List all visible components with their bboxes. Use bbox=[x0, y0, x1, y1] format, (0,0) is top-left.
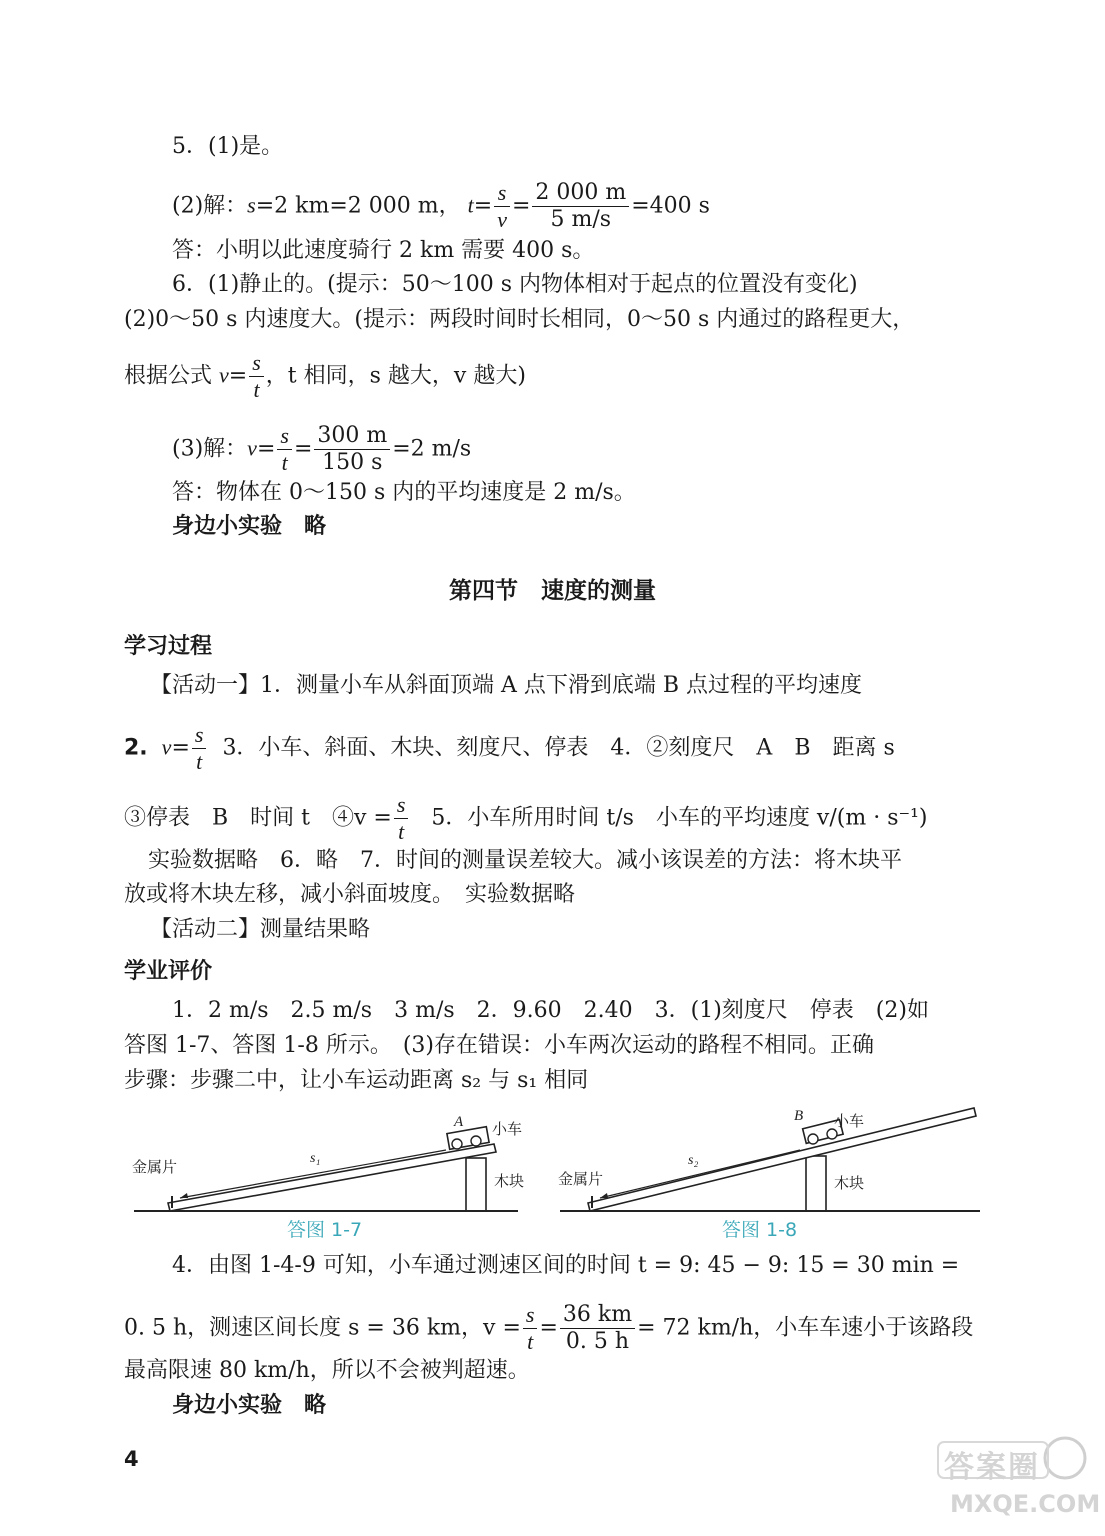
incline-board bbox=[588, 1108, 976, 1211]
figure-1-7-incline bbox=[124, 1100, 524, 1220]
activity-one: 【活动一】1．测量小车从斜面顶端 A 点下滑到底端 B 点过程的平均速度 bbox=[150, 673, 863, 698]
figure-1-8-caption: 答图 1-8 bbox=[722, 1219, 798, 1241]
cart-label: 小车 bbox=[492, 1120, 523, 1138]
evaluation-line2: 答图 1-7、答图 1-8 所示。 (3)存在错误：小车两次运动的路程不相同。正确 bbox=[124, 1033, 875, 1058]
distance-label: s₂ bbox=[688, 1153, 699, 1168]
wooden-block bbox=[466, 1158, 486, 1211]
fraction-s-over-t: $\frac{s}{t}$ bbox=[249, 350, 264, 403]
side-experiment-1: 身边小实验 略 bbox=[172, 514, 327, 539]
fraction-36km-over-05h: $\frac{36 km}{0. 5 h}$ bbox=[560, 1302, 635, 1355]
wooden-block bbox=[806, 1156, 826, 1211]
q4-line1: 4．由图 1-4-9 可知，小车通过测速区间的时间 t = 9: 45 − 9: 15 = 30 min = bbox=[172, 1253, 960, 1278]
q5-part1: 5．(1)是。 bbox=[172, 134, 284, 159]
side-experiment-2: 身边小实验 略 bbox=[172, 1393, 327, 1418]
q5-answer: 答：小明以此速度骑行 2 km 需要 400 s。 bbox=[172, 238, 595, 263]
q6-part2: (2)0～50 s 内速度大。(提示：两段时间时长相同，0～50 s 内通过的路程更大， bbox=[124, 307, 915, 332]
q6-part4: (3)解：v= $\frac{s}{t}$ = $\frac{300 m}{150 s}$ =2 m/s bbox=[172, 423, 472, 475]
learning-line4: 实验数据略 6．略 7．时间的测量误差较大。减小该误差的方法：将木块平 bbox=[148, 848, 902, 873]
q4-line3: 最高限速 80 km/h，所以不会被判超速。 bbox=[124, 1358, 530, 1383]
fraction-s-over-t: $\frac{s}{t}$ bbox=[394, 792, 409, 845]
learning-line3: ③停表 B 时间 t ④v = $\frac{s}{t}$ 5．小车所用时间 t/s 小车的平均速度 v/(m · s⁻¹) bbox=[124, 792, 928, 844]
activity-two: 【活动二】测量结果略 bbox=[150, 917, 371, 942]
fraction-s-over-v: $\frac{s}{v}$ bbox=[494, 180, 510, 233]
metal-plate-label: 金属片 bbox=[558, 1170, 604, 1188]
cart-label: 小车 bbox=[834, 1112, 865, 1130]
learning-heading: 学习过程 bbox=[124, 634, 213, 659]
q4-line2: 0. 5 h，测速区间长度 s = 36 km，v = $\frac{s}{t}$ = $\frac{36 km}{0. 5 h}$ = 72 km/h，小车车速小于该路段 bbox=[124, 1302, 974, 1354]
block-label: 木块 bbox=[834, 1174, 865, 1192]
figure-1-7-caption: 答图 1-7 bbox=[287, 1219, 363, 1241]
fraction-s-over-t: $\frac{s}{t}$ bbox=[192, 722, 207, 775]
evaluation-heading: 学业评价 bbox=[124, 959, 213, 984]
section-title: 第四节 速度的测量 bbox=[449, 578, 656, 604]
distance-arrow bbox=[600, 1150, 800, 1198]
block-label: 木块 bbox=[494, 1172, 524, 1190]
incline-board bbox=[168, 1144, 496, 1211]
fraction-s-over-t: $\frac{s}{t}$ bbox=[277, 423, 292, 476]
point-label: A bbox=[454, 1114, 464, 1130]
q5-part2: (2)解：s=2 km=2 000 m， t= $\frac{s}{v}$ = $\frac{2 000 m}{5 m/s}$ =400 s bbox=[172, 180, 710, 232]
learning-line2: 2. v= $\frac{s}{t}$ 3．小车、斜面、木块、刻度尺、停表 4．②刻度尺 A B 距离 s bbox=[124, 722, 895, 774]
distance-label: s₁ bbox=[310, 1151, 321, 1166]
metal-plate-label: 金属片 bbox=[132, 1158, 178, 1176]
evaluation-line3: 步骤：步骤二中，让小车运动距离 s₂ 与 s₁ 相同 bbox=[124, 1068, 589, 1093]
q6-part3: 根据公式 v= $\frac{s}{t}$ ，t 相同，s 越大，v 越大) bbox=[124, 350, 526, 402]
fraction-2000m-over-5ms: $\frac{2 000 m}{5 m/s}$ bbox=[532, 180, 629, 233]
page-number: 4 bbox=[124, 1447, 139, 1471]
site-watermark-logo: 答案圈 MXQE.COM bbox=[930, 1430, 1090, 1530]
evaluation-line1: 1．2 m/s 2.5 m/s 3 m/s 2．9.60 2.40 3．(1)刻度尺 停表 (2)如 bbox=[172, 998, 929, 1023]
fraction-s-over-t: $\frac{s}{t}$ bbox=[523, 1302, 538, 1355]
fraction-300m-over-150s: $\frac{300 m}{150 s}$ bbox=[314, 423, 390, 476]
q6-answer: 答：物体在 0～150 s 内的平均速度是 2 m/s。 bbox=[172, 480, 636, 505]
learning-line5: 放或将木块左移，减小斜面坡度。 实验数据略 bbox=[124, 882, 576, 907]
figure-1-8-incline bbox=[552, 1100, 982, 1220]
point-label: B bbox=[794, 1108, 804, 1124]
q6-part1: 6．(1)静止的。(提示：50～100 s 内物体相对于起点的位置没有变化) bbox=[172, 272, 858, 297]
